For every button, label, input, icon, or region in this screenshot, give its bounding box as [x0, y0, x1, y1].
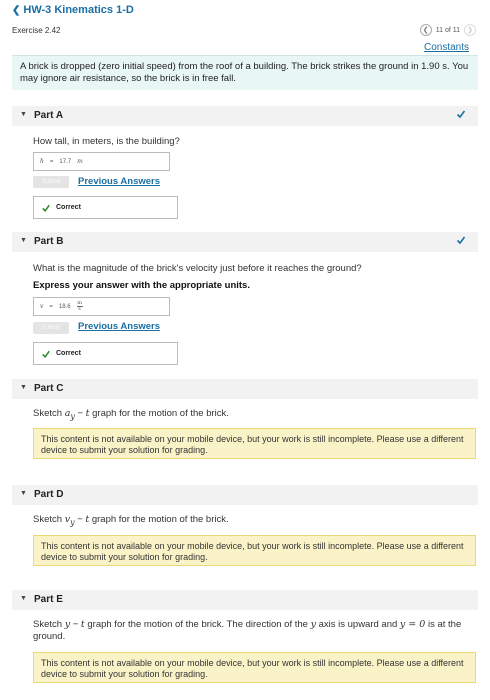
correct-label: Correct: [56, 204, 81, 211]
pager-text: 11 of 11: [435, 26, 460, 34]
exercise-label: Exercise 2.42: [12, 26, 61, 35]
q-mid2: axis is upward and: [318, 619, 398, 630]
pager: [420, 24, 476, 36]
answer-variable: v: [40, 303, 44, 310]
exercise-row: [0, 24, 490, 40]
prev-page-button[interactable]: ❮: [420, 24, 432, 36]
caret-down-icon: ▼: [20, 490, 27, 497]
part-c-title: Part C: [34, 383, 64, 394]
caret-down-icon: ▼: [20, 595, 27, 602]
part-a-title: Part A: [34, 110, 64, 121]
part-b-header[interactable]: [12, 232, 478, 252]
check-icon: [42, 350, 50, 358]
back-link[interactable]: [12, 4, 134, 16]
caret-down-icon: ▼: [20, 237, 27, 244]
chevron-left-icon: ❮: [12, 5, 21, 16]
part-e-header[interactable]: [12, 590, 478, 610]
part-a-header[interactable]: [12, 106, 478, 126]
next-page-button[interactable]: ❯: [464, 24, 476, 36]
part-d-unavailable-notice: This content is not available on your mobile device, but your work is still incomplete. Please use a different device to submit your solution for grading.: [33, 535, 476, 566]
assignment-title: HW-3 Kinematics 1-D: [23, 4, 134, 16]
answer-value: 17.7: [59, 158, 72, 165]
q-mid: graph for the motion of the brick. The direction of the: [87, 619, 308, 630]
q-math-var: y: [64, 619, 71, 630]
part-b-correct-feedback: [33, 342, 178, 365]
part-d-title: Part D: [34, 489, 64, 500]
part-e-unavailable-notice: This content is not available on your mobile device, but your work is still incomplete. Please use a different device to submit your solution for grading.: [33, 652, 476, 683]
q-suffix: graph for the motion of the brick.: [91, 514, 229, 525]
part-a-correct-feedback: [33, 196, 178, 219]
q-prefix: Sketch: [33, 619, 63, 630]
q-math-sub: y: [70, 517, 75, 527]
check-icon: [456, 235, 466, 245]
part-b-instruction: Express your answer with the appropriate units.: [33, 280, 250, 291]
q-time-var: t: [80, 619, 85, 630]
part-c-header[interactable]: [12, 379, 478, 399]
part-e-title: Part E: [34, 594, 63, 605]
answer-unit: m: [77, 158, 83, 165]
part-b-answer-field[interactable]: [33, 297, 170, 316]
part-b-question: What is the magnitude of the brick's velocity just before it reaches the ground?: [33, 263, 362, 274]
part-b-previous-answers-link[interactable]: Previous Answers: [78, 321, 161, 332]
q-end: is at the ground.: [33, 619, 462, 642]
q-math-sub: y: [70, 411, 75, 421]
q-prefix: Sketch: [33, 408, 63, 419]
part-a-answer-field[interactable]: [33, 152, 170, 171]
answer-unit: [77, 301, 83, 312]
q-y-var: y: [310, 619, 316, 630]
caret-down-icon: ▼: [20, 111, 27, 118]
q-dash: −: [77, 514, 83, 525]
q-time-var: t: [85, 408, 90, 419]
q-prefix: Sketch: [33, 514, 63, 525]
q-math-var: [65, 408, 75, 419]
q-math-base: a: [64, 408, 71, 419]
q-dash: −: [77, 408, 84, 419]
q-dash: −: [72, 619, 79, 630]
constants-link[interactable]: Constants: [423, 42, 469, 53]
answer-variable: h: [40, 158, 44, 165]
q-math-var: [65, 514, 75, 525]
part-a-question: How tall, in meters, is the building?: [33, 136, 180, 147]
q-math-base: v: [64, 514, 71, 525]
part-b-submit-button[interactable]: Submit: [33, 322, 69, 334]
q-time-var: t: [85, 514, 90, 525]
answer-value: 18.6: [58, 303, 71, 310]
correct-label: Correct: [56, 350, 81, 357]
part-c-question: [33, 408, 229, 423]
part-b-title: Part B: [34, 236, 64, 247]
problem-statement: A brick is dropped (zero initial speed) from the roof of a building. The brick strikes the ground in 1.90 s. You may ignore air resistance, so the brick is in free fall.: [12, 55, 478, 90]
part-e-question: [33, 619, 473, 643]
part-a-submit-button[interactable]: Submit: [33, 176, 69, 188]
check-icon: [456, 109, 466, 119]
caret-down-icon: ▼: [20, 384, 27, 391]
part-d-question: [33, 514, 229, 529]
part-a-previous-answers-link[interactable]: Previous Answers: [78, 176, 161, 187]
unit-numerator: m: [77, 300, 82, 306]
q-suffix: graph for the motion of the brick.: [92, 408, 229, 419]
part-c-unavailable-notice: This content is not available on your mobile device, but your work is still incomplete. Please use a different device to submit your solution for grading.: [33, 428, 476, 459]
check-icon: [42, 204, 50, 212]
top-bar: [0, 0, 490, 20]
answer-equals: =: [49, 158, 54, 165]
answer-equals: =: [49, 303, 53, 310]
q-equation: y = 0: [399, 619, 426, 630]
part-d-header[interactable]: [12, 485, 478, 505]
unit-denominator: s: [78, 306, 81, 312]
